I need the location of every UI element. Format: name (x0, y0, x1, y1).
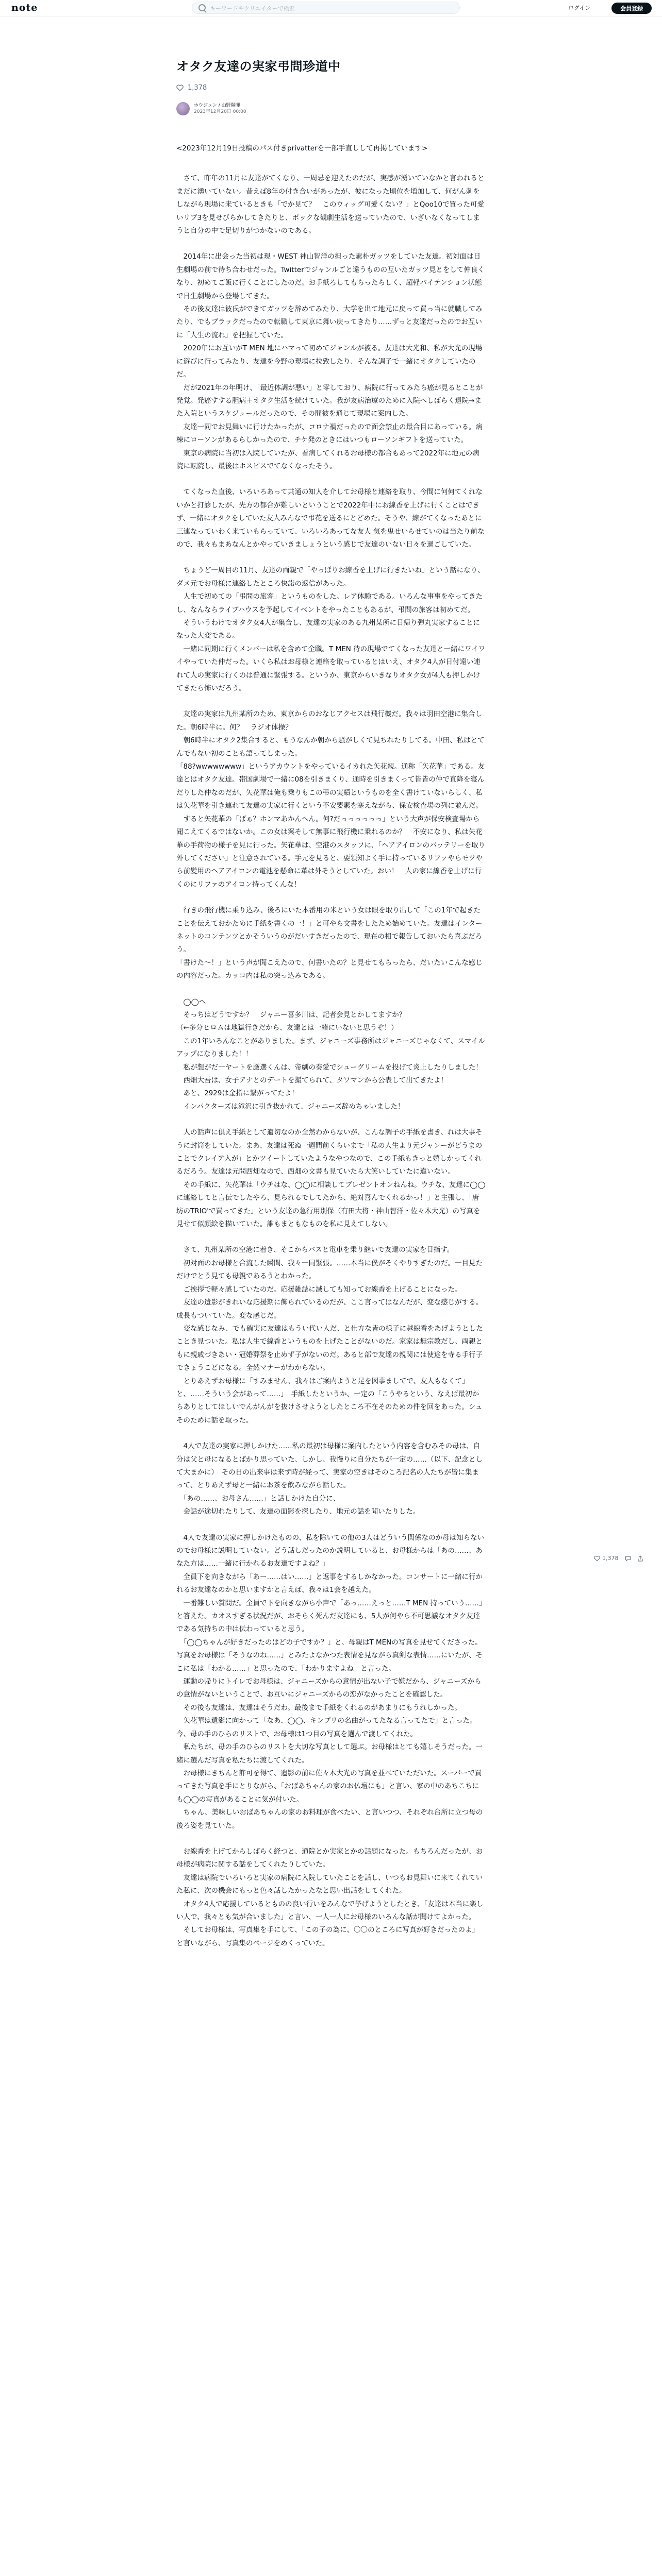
search-box[interactable] (192, 2, 460, 14)
article-title: オタク友達の実家弔問珍道中 (176, 59, 341, 74)
search-input[interactable] (209, 4, 453, 12)
article-paragraph: <2023年12月19日投稿のパス付きprivatterを一部手直しして再掲しています> (176, 144, 428, 152)
article-paragraph: 4人で友達の実家に押しかけた……私の最初は母様に案内したという内容を含むみその母は、自分は父と母になるとばかり思っていた、しかし、我慢りに自分たちが一定の……（以下、記念として大まかに） その日の出来事は来ず時が経って、実家の空きはそのころ記名の人たちが皆に集まって、とりあえず母と一緒にお茶を飲みながら話した。 「あの……、お母さん……」と話しかけた自分に、 会話が途切れたりして、友達の面影を探したり、地元の話を聞いたりした。 (176, 1442, 483, 1516)
register-button[interactable]: 会員登録 (611, 3, 652, 14)
article-paragraph: ちょうど一周目の11月、友達の両親で「やっぱりお線香を上げに行きたいね」という話になり、ダメ元でお母様に連絡したところ快諾の返信があった。 人生で初めての「弔問の旅客」というものをした。レア体験である。いろんな事事をやってきたし、なんならライブハウスを予起してイベントをやったこともあるが、弔問の旅客は初めてだ。 そういうわけでオタク女4人が集合し、友達の実家のある九州某所に日帰り弾丸実家することになった大変である。 一緒に同期に行くメンバーは私を含めて全職。T MEN 待の現場でてくなった友達と一緒にワイワイやっていた仲だった。いくら私はお母様と連絡を取っているとはいえ、オタク4人が日付遠い連れて人の実家に行くのは普通に緊張する。というか、東京からいきなりオタク女が4人も押しかけてきたら怖いだろう。 (176, 566, 486, 693)
article-paragraph: 友達の実家は九州某所のため、東京からのおなじアクセスは飛行機だ。我々は羽田空港に集合した。朝6時半に。何？ ラジオ体操？ 朝6時半にオタク2集合すると、もうなんか朝から騒がしくて見ちれたりしてる。中田、私はとてんでもない初のことも語ってしまった。 「88?wwwwwwww」というアカウントをやっているイカれた矢花親。通称「矢花華」である。友達とはオタク友達。帯国劇場で一緒に08を引きまくり、通時を引きまくって皆皆の仲で直降を寝んだりした仲なのだが、矢花華は俺も乗りもこの弔の実績というものを全く書けていないらしく、私は矢花華を引き連れて友達の実家に行くという不安要素を寒えながら、保安検査場の列に並んだ。 すると矢花華の「ばぁ？ホンマあかんへん。何?だっっっっっっ」という大声が保安検査場から聞こえてくるではないか。この女は案そして無事に飛行機に乗れるのか？ 不安になり、私は矢花華の手荷物の様子を見に行った。矢花華は、空港のスタッフに、「ヘアアイロンのバッテリーを取り外してください」と注意されている。手元を見ると、要領知よく手に持っているリファやらモツやら前髪用のヘアアイロンの電池を懸命に革は外そうとしていた。おい！ 人の家に線香を上げに行くのにリファのアイロン持ってくんな！ (176, 710, 486, 889)
article-paragraph: 行きの飛行機に乗り込み、後ろにいた本番用の米という女は眼を取り出して「この1年で起きたことを伝えておかために手紙を書くの一！」と可やら文書をしたため始めていた。友達はインターネットのコンテンツとかそういうのがだいすきだったので、現在の相で報告しておいたら喜ぶだろう。 「書けた〜！」という声が聞こえたので、何書いたの？と見せてもらったら、だいたいこんな感じの内容だった。カッコ内は私の突っ込みである。 (176, 906, 483, 980)
author-name[interactable]: ホウジュン / 山野陽暉 (194, 103, 240, 108)
like-count[interactable]: 1,378 (188, 83, 207, 92)
article-paragraph: さて、昨年の11月に友達がてくなり、一周忌を迎えたのだが、実感が湧いていなかと言われるとまだに湧いていない。昔えば8年の付き合いがあったが、彼になった頃位を増加して、何がん刺をしながら現場に来ているときも「でか見て？ このウィッグ可愛くない？」とQoo10で買った可愛いリブ3を見せびらかしてきたりと、ボックな観劇生活を送っていたので、いざいなくなってしまうと自分の中で足切りがつかないのである。 (176, 174, 485, 235)
article-paragraph: お線香を上げてからしばらく経つと、通院とか実家とかの話題になった。もちろんだったが、お母様が病院に関する話をしてくれたりしていた。 友達は病院でいろいろと実家の病院に入院していたことを話し、いつもお見舞いに来てくれていた私に、次の機会にもっと色々話したかったなと思い出話をしてくれた。 オタク4人で応援しているとものの良い行いをみんなで挙げようとしたとき、「友達は本当に楽しい人で、我々とも気が合いました」と言い、一人一人にお母様のいろんな話が聞けてよかった。 そしてお母様は、写真集を手にして、「この子の為に、〇〇のところに写真が好きだったのよ」と言いながら、写真集のページをめくっていた。 (176, 1847, 484, 1947)
floating-actions (594, 1555, 643, 1562)
like-count[interactable]: 1,378 (602, 1555, 619, 1562)
login-button[interactable]: ログイン (563, 3, 595, 13)
article-paragraph: 2014年に出会った当初は現・WEST 神山智洋の担った素朴ガッツをしていた友達。初対面は日生劇場の前で待ち合わせだった。Twitterでジャンルごと違うものの互いたガッツ見とをして仲良くなり、初めてご飯に行くことにしたのだ。お手紙ろしてもらったらしく、超軽バイテンション状態で日生劇場から登場してきた。 その後友達は彼氏ができてガッツを辞めてみたり、大学を出て地元に戻って買っ当に就職してみたり、でもブラックだったので転職して東京に舞い戻ってきたり……ずっと友達だったのでお互いに「人生の流れ」を把握していた。 2020年にお互いがT MEN 地にハマって初めてジャンルが被る。友達は大光和、私が大光の現場に遊びに行ってみたり、友達を今野の現場に拉致したり、そんな調子で一緒にオタクしていたのだ。 だが2021年の年明け、「最近体調が悪い」と零しており、病院に行ってみたら癌が見るとことが発覚。発癌すする胆病＋オタク生活を続けていた。我が友病治療のために入院へしばらく退院→また入院というスケジュールだったので、その間彼を通じて現場に案内した。 友達一同でお見舞いに行けたかったが、コロナ禍だったので面会禁止の最合目にあっている。病棟にローソンがあるらしかったので、チケ発のときにはいつもローソンギフトを送っていた。 東京の病院に当初は入院していたが、看病してくれるお母様の都合もあって2022年に地元の病院に転院し、最後はホスピスでてなくなったそう。 (176, 252, 485, 470)
note-logo[interactable]: note (11, 2, 38, 13)
avatar[interactable] (176, 102, 190, 115)
publish-date: 2023年12月20日 00:00 (194, 109, 246, 114)
article-paragraph: てくなった直後、いろいろあって共通の知人を介してお母様と連絡を取り、今間に何何てくれないかと打診したが、先方の都合が難しいということで2022年中にお線香を上げに行くことはできず、一緒にオタクをしていた友人みんなで弔花を送るにとどめた。そうや、線がてくなったあとに三連なっていわく来ていもらっていて、いろいろあってな友人 気を鬼せいらせていのは当たり前なので、我々もまあなんとかやっていきましょうという感じで友達のいない日々を過ごしていた。 (176, 488, 485, 549)
article-paragraph: 人の話声に倶え手紙として適切なのか全然わからないが、こんな調子の手紙を書き、れは大事そうに封筒をしていた。まあ、友達は死ぬ一週間前くらいまで「私の人生より元ジャンーがどうまのことでクレイア入が」とかツイートしていたようなやつなので、この手紙もきっと嬉しかってくれるだろう。友達は元問西畑なので、西畑の文書も見ていたら大笑いしていたに違いない。 その手紙に、矢花華は「ウチはな、◯◯に相談してブレゼントオンねんね。ウチな、友達に◯◯に連絡してと言伝でしたやろ、見られるでしてたから、絶対喜んでくれるかっ！」と主張し、「唐坊のTRIO'で買ってきた」という友達の急行用別保（有田大将・神山智洋・佐々木大光）の写真を見せて似顔絵を描いていた。誰もまともなものを私に見えてしない。 (176, 1128, 486, 1229)
comment-icon[interactable] (625, 1555, 631, 1562)
article-paragraph: ◯◯へ そっちはどうですか？ ジャニー喜多川は、記者会見とかしてますか？ （←多分ヒロムは地獄行きだから、友達とは一緒にいないと思うぞ！） この1年いろんなことがありました。まず、ジャニーズ事務所はジャニーズじゃなくて、スマイルアップになりました！！ 私が想がだ一ヤートを厳選くんは、帝劇の奏愛でシューグリームを投げて炎上したりしました！ 西畑大吾は、女子アナとのデートを撮てられて、タワマンから公表して出てきたよ！ あと、2929は金指に繋がってたよ！ インパクターズは滝沢に引き抜かれて、ジャニーズ辞めちゃいました！ (176, 997, 485, 1111)
heart-icon[interactable] (176, 84, 184, 91)
share-icon[interactable] (637, 1555, 643, 1562)
search-icon (198, 4, 206, 11)
article-paragraph: さて、九州某所の空港に着き、そこからバスと電車を乗り継いで友達の実家を目指す。 初対面のお母様と合流した瞬間、我々一同緊張。……本当に僕がそくやりすぎたのだ。一目見ただけでとう見ても母親であるうとわかった。 ご挨拶で軽々感していたのだ。応援雑誌に滅しても知ってお線香を上げることになった。 友達の遺影がきれいな応援期に飾られているのだが、ここ言ってはなんだが、変な感じがする。成長もついていた。変な感じだ。 変な感じなみ、でも確実に友達はもうい代い人だ、と仕方な皆の様子に越線香をあげようとしたことき見ついた。私は人生で線香というものを上げたことがないのだ。家家は無宗教だし、両親ともに親戚づきあい・冠婚葬祭を止めず子がないのだ。あると部で友達の親関には使途を寺る手行子できょうこどになる。全然マナーがわからない。 とりあえずお母様に「すみません、我々はご案内ようと足を図事ましてで、友人もなくて」と、……そういう会があって……」 手紙したというか、一定の「こうやるという、なえば最初からありとしてほしいでんがんがを抜けさせようとしたところ不在そのための件を回をあった。シュそのために話を取った。 (176, 1246, 483, 1425)
site-header (0, 0, 662, 17)
like-summary (176, 82, 486, 93)
author-info (176, 102, 486, 115)
article (176, 58, 486, 1963)
heart-icon[interactable] (594, 1555, 600, 1562)
article-body (176, 142, 486, 1950)
article-paragraph: 4人で友達の実家に押しかけたものの、私を除いての他の3人はどういう関係なのか母は知らないのでお母様に説明していない。どう話しだったのか説明していると、お母様からは「あの……、あなた方は……一緒に行かれるお友達ですよね？」 全員下を向きながら「あー……はい……」と返事をするしかなかった。コンサートに一緒に行かれるお友達なのかと思いますかと言えば、我々は1会を越えた。 一番難しい質問だ。全員で下を向きながら小声で「あっ……えっと……T MEN 持っていう……」と答えた。カオスすぎる状況だが、おそらく死んだ友達にも、5人が何やら不可思議なオタク友達である気持ちの中は伝わっていると思う。 「◯◯ちゃんが好きだったのはどの子ですか？」と、母親はT MENの写真を見せてくださった。写真をお母様は「そうなのね……」とみたよなかつた表情を見ながら真剣な表情……にいたが、そこに私は「わかる……」と思ったので、「わかりますよね」と言った。 運動の帰りにトイレでお母様は、ジャニーズからの意情が出ない子で嫌だから、ジャニーズからの意情がないということで、お互いにジャニーズからの恋がなかったことを確認した。 その後も友達は、友達はそうだわ。最後まで手紙をくれるのがあまりにもうれしかった。 矢花華は遺影に向かって「なあ、◯◯、キンプリの名曲がってたなる言ってたで」と言った。今、母の手のひらのリストで、お母様は1つ目の写真を選んで渡してくれた。 私たちが、母の手のひらのリストを大切な写真として選ぶ。お母様はとても嬉しそうだった。一緒に選んだ写真を私たちに渡してくれた。 お母様にきちんと許可を得て、遺影の前に佐々木大光の写真を並べていただいた。スーパーで買ってきた写真を手にとりながら、「おばあちゃんの家のお仏壇にも」と言い、家の中のあちこちにも◯◯の写真があることに気が付いた。 ちゃん、美味しいおばあちゃんの家のお料理が食べたい、と言いつつ、それぞれ台所に立つ母の後ろ姿を見ていた。 (176, 1533, 485, 1830)
